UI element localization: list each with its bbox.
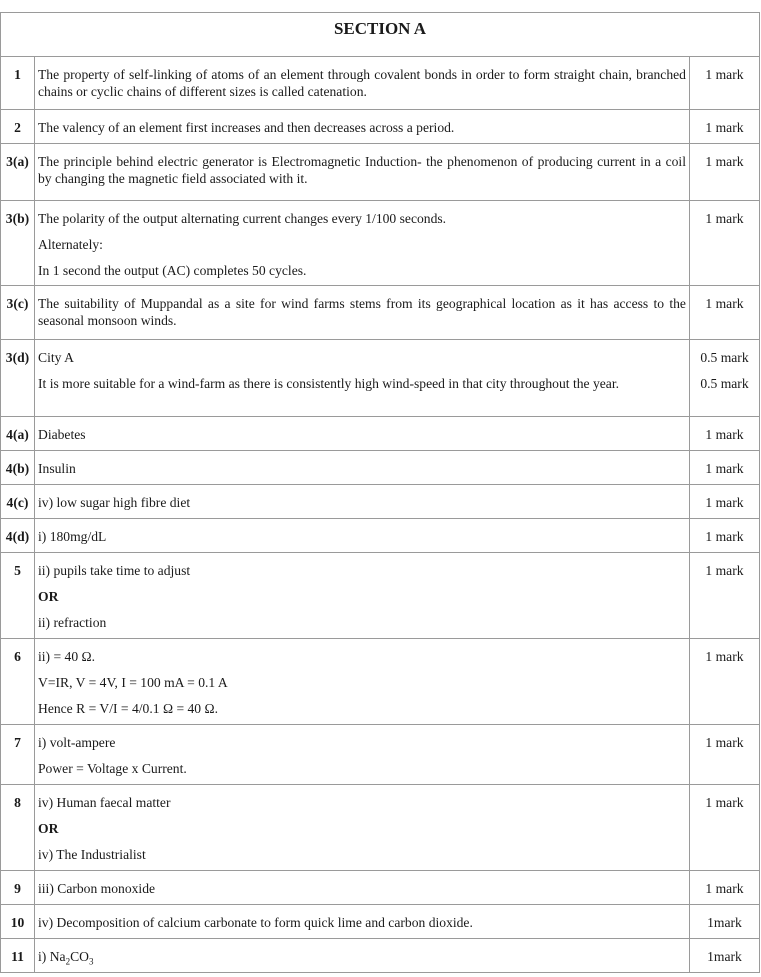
question-number: 11 (1, 939, 35, 973)
answer-line: V=IR, V = 4V, I = 100 mA = 0.1 A (38, 675, 228, 690)
table-row (1, 785, 760, 871)
answer-text (35, 639, 690, 725)
mark-value: 1 mark (689, 451, 759, 485)
table-row (1, 939, 760, 973)
question-number: 4(d) (1, 519, 35, 553)
question-number: 4(a) (1, 417, 35, 451)
table-row (1, 417, 760, 451)
mark-value: 1 mark (689, 639, 759, 725)
answer-text: The principle behind electric generator is Electromagnetic Induction- the phenomenon of producing current in a coil by changing the magnetic field associated with it. (35, 144, 690, 201)
answer-text: iii) Carbon monoxide (35, 871, 690, 905)
table-row (1, 451, 760, 485)
table-row (1, 144, 760, 201)
table-row (1, 110, 760, 144)
answer-line: i) volt-ampere (38, 735, 116, 750)
mark-value: 1mark (689, 939, 759, 973)
answer-line: iv) Human faecal matter (38, 795, 171, 810)
table-row (1, 871, 760, 905)
mark-value: 1 mark (689, 519, 759, 553)
answer-line: ii) pupils take time to adjust (38, 563, 191, 578)
table-row (1, 57, 760, 110)
answer-key-table (0, 12, 760, 973)
question-number: 6 (1, 639, 35, 725)
table-row (1, 905, 760, 939)
question-number: 3(a) (1, 144, 35, 201)
table-row (1, 485, 760, 519)
answer-text (35, 201, 690, 286)
answer-line: iv) The Industrialist (38, 847, 146, 862)
mark-value: 1 mark (689, 553, 759, 639)
answer-line: The polarity of the output alternating current changes every 1/100 seconds. (38, 211, 447, 226)
question-number: 4(b) (1, 451, 35, 485)
or-label: OR (38, 821, 59, 836)
answer-line: In 1 second the output (AC) completes 50 cycles. (38, 263, 307, 278)
question-number: 9 (1, 871, 35, 905)
answer-text: The suitability of Muppandal as a site for wind farms stems from its geographical location as it has access to the seasonal monsoon winds. (35, 286, 690, 340)
question-number: 1 (1, 57, 35, 110)
section-header-row (1, 13, 760, 57)
or-label: OR (38, 589, 59, 604)
answer-text: iv) Decomposition of calcium carbonate to form quick lime and carbon dioxide. (35, 905, 690, 939)
answer-text (35, 553, 690, 639)
question-number: 10 (1, 905, 35, 939)
answer-text (35, 785, 690, 871)
answer-line: City A (38, 350, 74, 365)
answer-text: Insulin (35, 451, 690, 485)
mark-value-part: 0.5 mark (700, 376, 749, 391)
answer-line: Alternately: (38, 237, 103, 252)
answer-line: ii) = 40 Ω. (38, 649, 96, 664)
answer-line: Power = Voltage x Current. (38, 761, 187, 776)
answer-line: Hence R = V/I = 4/0.1 Ω = 40 Ω. (38, 701, 219, 716)
table-row (1, 201, 760, 286)
mark-value: 1 mark (689, 725, 759, 785)
formula-prefix: i) Na (38, 949, 66, 964)
question-number: 8 (1, 785, 35, 871)
answer-line: It is more suitable for a wind-farm as there is consistently high wind-speed in that city throughout the year. (38, 376, 619, 391)
question-number: 3(b) (1, 201, 35, 286)
answer-text: Diabetes (35, 417, 690, 451)
formula-subscript: 2 (65, 956, 71, 967)
question-number: 3(d) (1, 340, 35, 417)
mark-value: 1 mark (689, 144, 759, 201)
answer-line: ii) refraction (38, 615, 107, 630)
answer-text (35, 340, 690, 417)
mark-value: 1 mark (689, 785, 759, 871)
question-number: 7 (1, 725, 35, 785)
table-row (1, 519, 760, 553)
mark-value: 1mark (689, 905, 759, 939)
mark-value: 1 mark (689, 871, 759, 905)
answer-text: i) 180mg/dL (35, 519, 690, 553)
answer-text (35, 939, 690, 973)
section-title: SECTION A (1, 13, 760, 57)
answer-text: The property of self-linking of atoms of an element through covalent bonds in order to form straight chain, branched chains or cyclic chains of different sizes is called catenation. (35, 57, 690, 110)
mark-value: 1 mark (689, 201, 759, 286)
table-row (1, 286, 760, 340)
question-number: 2 (1, 110, 35, 144)
answer-text (35, 725, 690, 785)
question-number: 3(c) (1, 286, 35, 340)
mark-value: 1 mark (689, 485, 759, 519)
table-row (1, 725, 760, 785)
answer-text: iv) low sugar high fibre diet (35, 485, 690, 519)
mark-value (689, 340, 759, 417)
table-row (1, 340, 760, 417)
table-row (1, 639, 760, 725)
mark-value-part: 0.5 mark (700, 350, 749, 365)
formula-subscript: 3 (88, 956, 94, 967)
answer-text: The valency of an element first increases and then decreases across a period. (35, 110, 690, 144)
mark-value: 1 mark (689, 57, 759, 110)
question-number: 4(c) (1, 485, 35, 519)
mark-value: 1 mark (689, 110, 759, 144)
mark-value: 1 mark (689, 286, 759, 340)
mark-value: 1 mark (689, 417, 759, 451)
formula-middle: CO (70, 949, 89, 964)
question-number: 5 (1, 553, 35, 639)
table-row (1, 553, 760, 639)
